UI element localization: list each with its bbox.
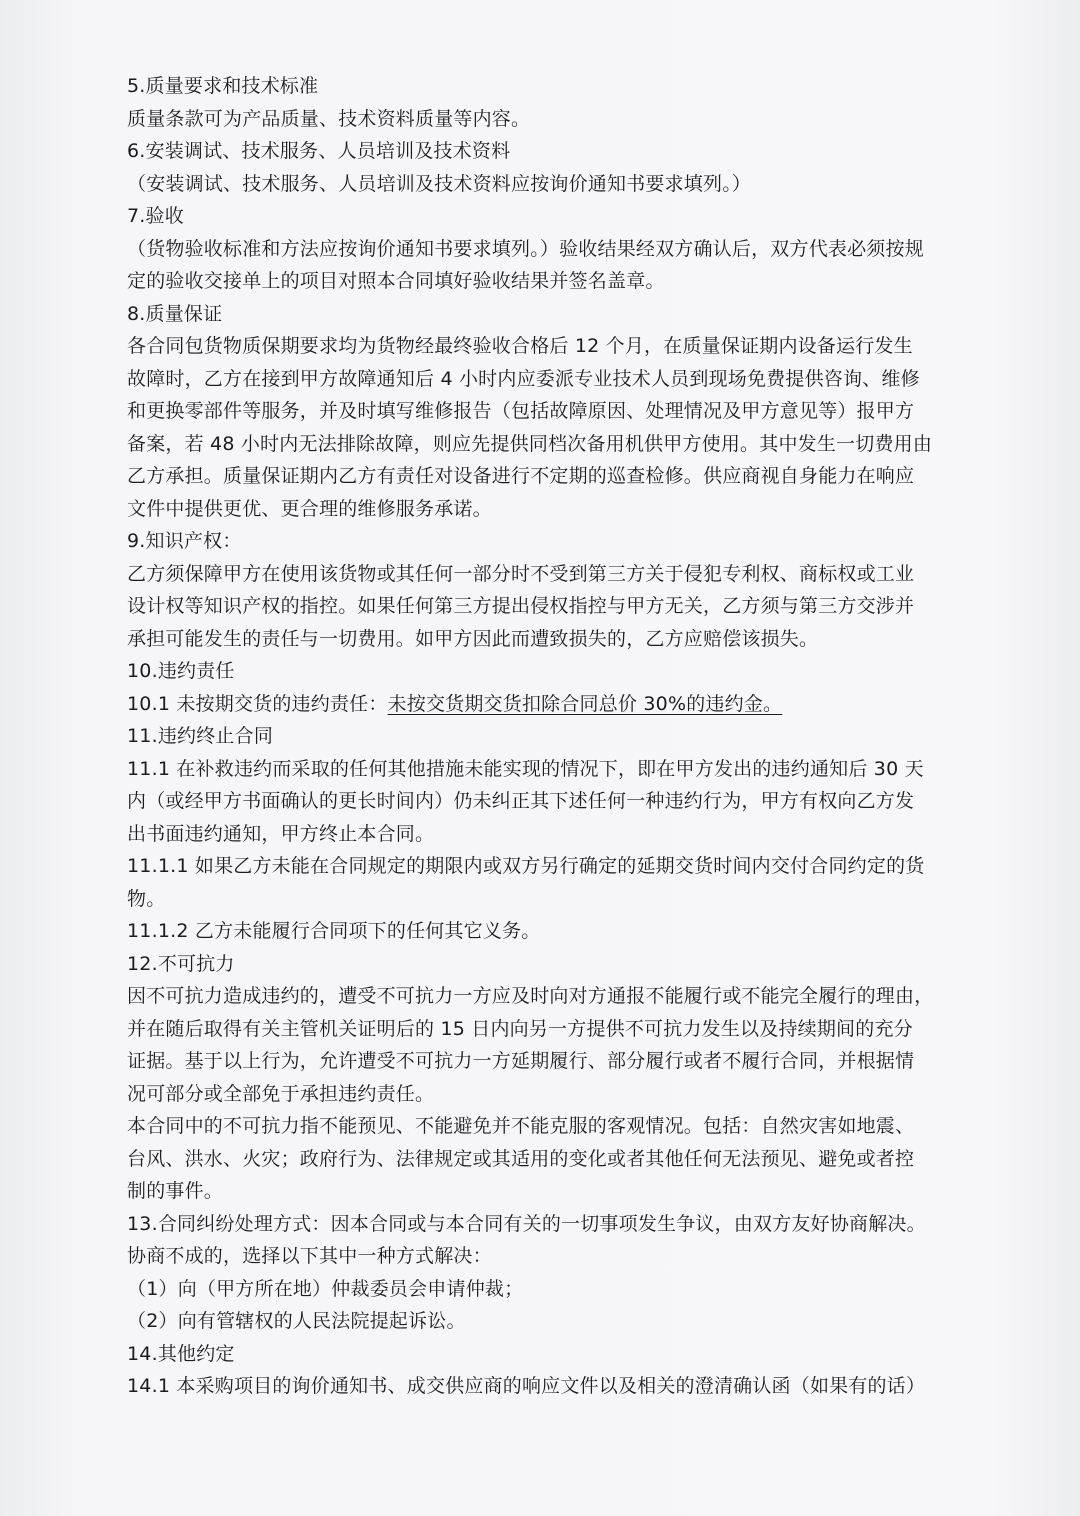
text-line: 定的验收交接单上的项目对照本合同填好验收结果并签名盖章。 [127, 270, 665, 292]
text-line: 备案，若 48 小时内无法排除故障，则应先提供同档次备用机供甲方使用。其中发生一切费用由 [127, 432, 933, 455]
text-line: 故障时，乙方在接到甲方故障通知后 4 小时内应委派专业技术人员到现场免费提供咨询、维修 [127, 367, 920, 390]
heading-termination: 11.违约终止合同 [127, 725, 274, 747]
heading-quality-requirements: 5.质量要求和技术标准 [127, 75, 319, 97]
clause-10-1-label: 10.1 未按期交货的违约责任： [127, 692, 388, 715]
heading-acceptance: 7.验收 [127, 205, 184, 227]
text-line: 并在随后取得有关主管机关证明后的 15 日内向另一方提供不可抗力发生以及持续期间的充分 [127, 1017, 913, 1040]
text-line: 因不可抗力造成违约的，遭受不可抗力一方应及时向对方通报不能履行或不能完全履行的理由， [127, 985, 934, 1007]
text-line: （2）向有管辖权的人民法院提起诉讼。 [127, 1310, 466, 1332]
document-body [127, 70, 997, 1403]
text-line: 内（或经甲方书面确认的更长时间内）仍未纠正其下述任何一种违约行为，甲方有权向乙方发 [127, 790, 915, 812]
heading-force-majeure: 12.不可抗力 [127, 952, 235, 975]
text-line: （1）向（甲方所在地）仲裁委员会申请仲裁； [127, 1277, 524, 1300]
text-line: （货物验收标准和方法应按询价通知书要求填列。）验收结果经双方确认后，双方代表必须按规 [127, 237, 924, 260]
text-line: 乙方承担。质量保证期内乙方有责任对设备进行不定期的巡查检修。供应商视自身能力在响应 [127, 465, 915, 487]
text-line: 文件中提供更优、更合理的维修服务承诺。 [127, 497, 492, 520]
text-line: 承担可能发生的责任与一切费用。如甲方因此而遭致损失的，乙方应赔偿该损失。 [127, 627, 819, 650]
text-line: 物。 [127, 887, 166, 910]
text-line: 11.1.1 如果乙方未能在合同规定的期限内或双方另行确定的延期交货时间内交付合同约定的货 [127, 855, 925, 877]
text-line: 本合同中的不可抗力指不能预见、不能避免并不能克服的客观情况。包括：自然灾害如地震、 [127, 1115, 915, 1137]
text-line: 设计权等知识产权的指控。如果任何第三方提出侵权指控与甲方无关，乙方须与第三方交涉并 [127, 595, 915, 617]
text-line: 协商不成的，选择以下其中一种方式解决： [127, 1245, 492, 1267]
text-line: 制的事件。 [127, 1180, 224, 1202]
heading-intellectual-property: 9.知识产权： [127, 530, 242, 552]
text-line: 各合同包货物质保期要求均为货物经最终验收合格后 12 个月，在质量保证期内设备运行发生 [127, 335, 913, 357]
heading-breach-liability: 10.违约责任 [127, 660, 235, 682]
heading-quality-guarantee: 8.质量保证 [127, 302, 223, 325]
text-line: 证据。基于以上行为，允许遭受不可抗力一方延期履行、部分履行或者不履行合同，并根据情 [127, 1050, 915, 1072]
text-line: 台风、洪水、火灾；政府行为、法律规定或其适用的变化或者其他任何无法预见、避免或者控 [127, 1147, 915, 1170]
text-line: （安装调试、技术服务、人员培训及技术资料应按询价通知书要求填列。） [127, 172, 752, 195]
text-line: 况可部分或全部免于承担违约责任。 [127, 1082, 435, 1105]
text-line: 11.1.2 乙方未能履行合同项下的任何其它义务。 [127, 920, 541, 942]
clause-10-1 [127, 688, 997, 721]
heading-installation: 6.安装调试、技术服务、人员培训及技术资料 [127, 140, 511, 162]
heading-other-terms: 14.其他约定 [127, 1342, 235, 1365]
text-line: 出书面违约通知，甲方终止本合同。 [127, 822, 435, 845]
text-line: 11.1 在补救违约而采取的任何其他措施未能实现的情况下，即在甲方发出的违约通知后 30 天 [127, 757, 924, 780]
text-line: 和更换零部件等服务，并及时填写维修报告（包括故障原因、处理情况及甲方意见等）报甲方 [127, 400, 915, 422]
heading-dispute-resolution: 13.合同纠纷处理方式：因本合同或与本合同有关的一切事项发生争议，由双方友好协商解决。 [127, 1212, 926, 1235]
clause-10-1-underlined-text: 未按交货期交货扣除合同总价 30%的违约金。 [387, 692, 783, 715]
text-line: 乙方须保障甲方在使用该货物或其任何一部分时不受到第三方关于侵犯专利权、商标权或工业 [127, 562, 915, 585]
text-line: 质量条款可为产品质量、技术资料质量等内容。 [127, 107, 531, 130]
text-line: 14.1 本采购项目的询价通知书、成交供应商的响应文件以及相关的澄清确认函（如果有的话） [127, 1375, 926, 1397]
